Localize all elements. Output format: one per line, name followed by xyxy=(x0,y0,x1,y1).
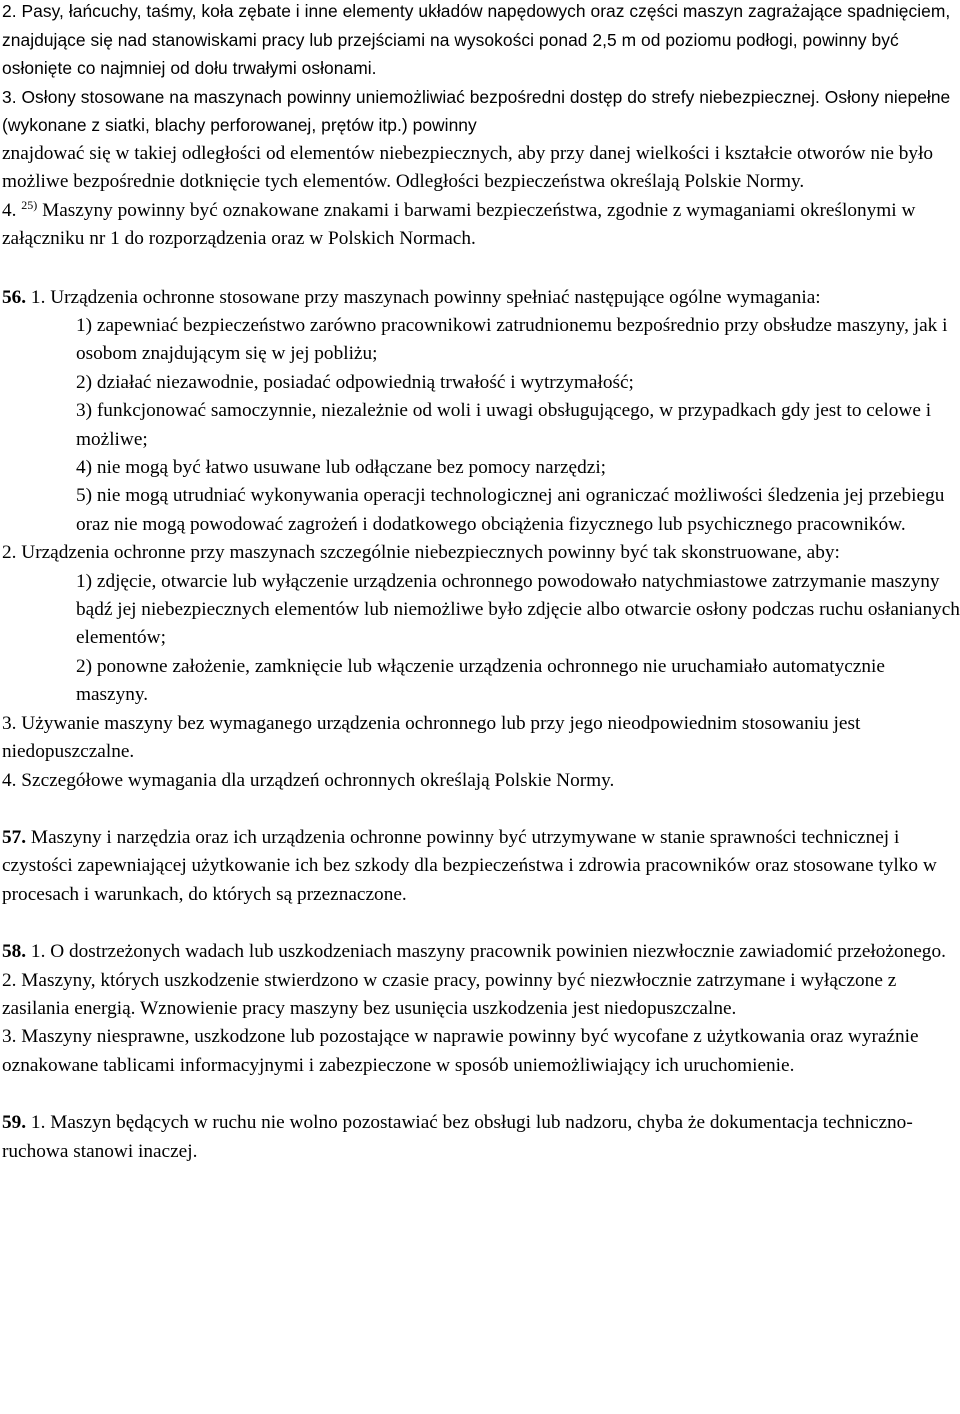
section-number: 56. xyxy=(2,286,27,308)
paragraph-text: Maszyny powinny być oznakowane znakami i barwami bezpieczeństwa, zgodnie z wymaganiami określonymi w załączniku nr 1 do rozporządzenia oraz w Polskich Normach. xyxy=(2,199,916,250)
paragraph-55-4 xyxy=(2,197,960,254)
list-item: 1) zdjęcie, otwarcie lub wyłączenie urządzenia ochronnego powodowało natychmiastowe zatrzymanie maszyny bądź jej niebezpiecznych elementów lub niemożliwe było zdjęcie albo otwarcie osłony podczas ruchu osłanianych elementów; xyxy=(76,570,960,649)
footnote-marker: 25) xyxy=(21,197,38,212)
section-number: 59. xyxy=(2,1112,27,1134)
paragraph-56-4: 4. Szczegółowe wymagania dla urządzeń ochronnych określają Polskie Normy. xyxy=(2,769,615,791)
list-item: 2) ponowne założenie, zamknięcie lub włączenie urządzenia ochronnego nie uruchamiało automatycznie maszyny. xyxy=(76,655,885,706)
paragraph-text: Maszyny i narzędzia oraz ich urządzenia ochronne powinny być utrzymywane w stanie sprawności technicznej i czystości zapewniającej użytkowanie ich bez szkody dla bezpieczeństwa i zdrowia pracowników oraz stosowane tylko w procesach i warunkach, do których są przeznaczone. xyxy=(2,826,937,905)
paragraph-59-1 xyxy=(2,1109,960,1166)
paragraph-56-3: 3. Używanie maszyny bez wymaganego urządzenia ochronnego lub przy jego nieodpowiednim stosowaniu jest niedopuszczalne. xyxy=(2,712,861,763)
list-item: 1) zapewniać bezpieczeństwo zarówno pracownikowi zatrudnionemu bezpośrednio przy obsłudze maszyny, jak i osobom znajdującym się w jej pobliżu; xyxy=(76,315,948,365)
section-number: 57. xyxy=(2,826,27,848)
paragraph-text: 1. O dostrzeżonych wadach lub uszkodzeniach maszyny pracownik powinien niezwłocznie zawiadomić przełożonego. xyxy=(26,941,946,963)
paragraph-56-2: 2. Urządzenia ochronne przy maszynach szczególnie niebezpiecznych powinny być tak skonstruowane, aby: xyxy=(2,542,840,564)
paragraph-56-1 xyxy=(2,284,960,312)
section-number: 58. xyxy=(2,941,27,963)
list-item: 5) nie mogą utrudniać wykonywania operacji technologicznej ani ograniczać możliwości śledzenia jej przebiegu oraz nie mogą powodować zagrożeń i dodatkowego obciążenia fizycznego lub psychicznego pracowników. xyxy=(76,485,945,535)
list-item: 4) nie mogą być łatwo usuwane lub odłączane bez pomocy narzędzi; xyxy=(76,457,607,479)
section-59 xyxy=(2,1109,960,1166)
paragraph-58-2: 2. Maszyny, których uszkodzenie stwierdzono w czasie pracy, powinny być niezwłocznie zatrzymane i wyłączone z zasilania energią. Wznowienie pracy maszyny bez usunięcia uszkodzenia jest niedopuszczalne. xyxy=(2,969,897,1019)
paragraph-58-3: 3. Maszyny niesprawne, uszkodzone lub pozostające w naprawie powinny być wycofane z użytkowania oraz wyraźnie oznakowane tablicami informacyjnymi i zabezpieczone w sposób uniemożliwiający ich uruchomienie. xyxy=(2,1026,919,1076)
paragraph-number: 4. xyxy=(2,199,22,221)
section-56 xyxy=(2,284,960,795)
paragraph-55-3b: znajdować się w takiej odległości od elementów niebezpiecznych, aby przy danej wielkości i kształcie otworów nie było możliwe bezpośrednie dotknięcie tych elementów. Odległości bezpieczeństwa określają Polskie Normy. xyxy=(2,142,934,193)
paragraph-55-2: 2. Pasy, łańcuchy, taśmy, koła zębate i inne elementy układów napędowych oraz części maszyn zagrażające spadnięciem, znajdujące się nad stanowiskami pracy lub przejściami na wysokości ponad 2,5 m od poziomu podłogi, powinny być osłonięte co najmniej od dołu trwałymi osłonami. xyxy=(2,1,951,79)
section-58 xyxy=(2,938,960,1080)
paragraph-57 xyxy=(2,824,960,909)
paragraph-text: 1. Maszyn będących w ruchu nie wolno pozostawiać bez obsługi lub nadzoru, chyba że dokumentacja techniczno-ruchowa stanowi inaczej. xyxy=(2,1112,913,1162)
paragraph-55-3a: 3. Osłony stosowane na maszynach powinny uniemożliwiać bezpośredni dostęp do strefy niebezpiecznej. Osłony niepełne (wykonane z siatki, blachy perforowanej, prętów itp.) powinny xyxy=(2,86,951,136)
list-item: 2) działać niezawodnie, posiadać odpowiednią trwałość i wytrzymałość; xyxy=(76,371,634,393)
paragraph-text: 1. Urządzenia ochronne stosowane przy maszynach powinny spełniać następujące ogólne wymagania: xyxy=(26,286,821,308)
paragraph-58-1 xyxy=(2,938,960,966)
section-57 xyxy=(2,824,960,909)
list-item: 3) funkcjonować samoczynnie, niezależnie od woli i uwagi obsługującego, w przypadkach gdy jest to celowe i możliwe; xyxy=(76,400,932,450)
